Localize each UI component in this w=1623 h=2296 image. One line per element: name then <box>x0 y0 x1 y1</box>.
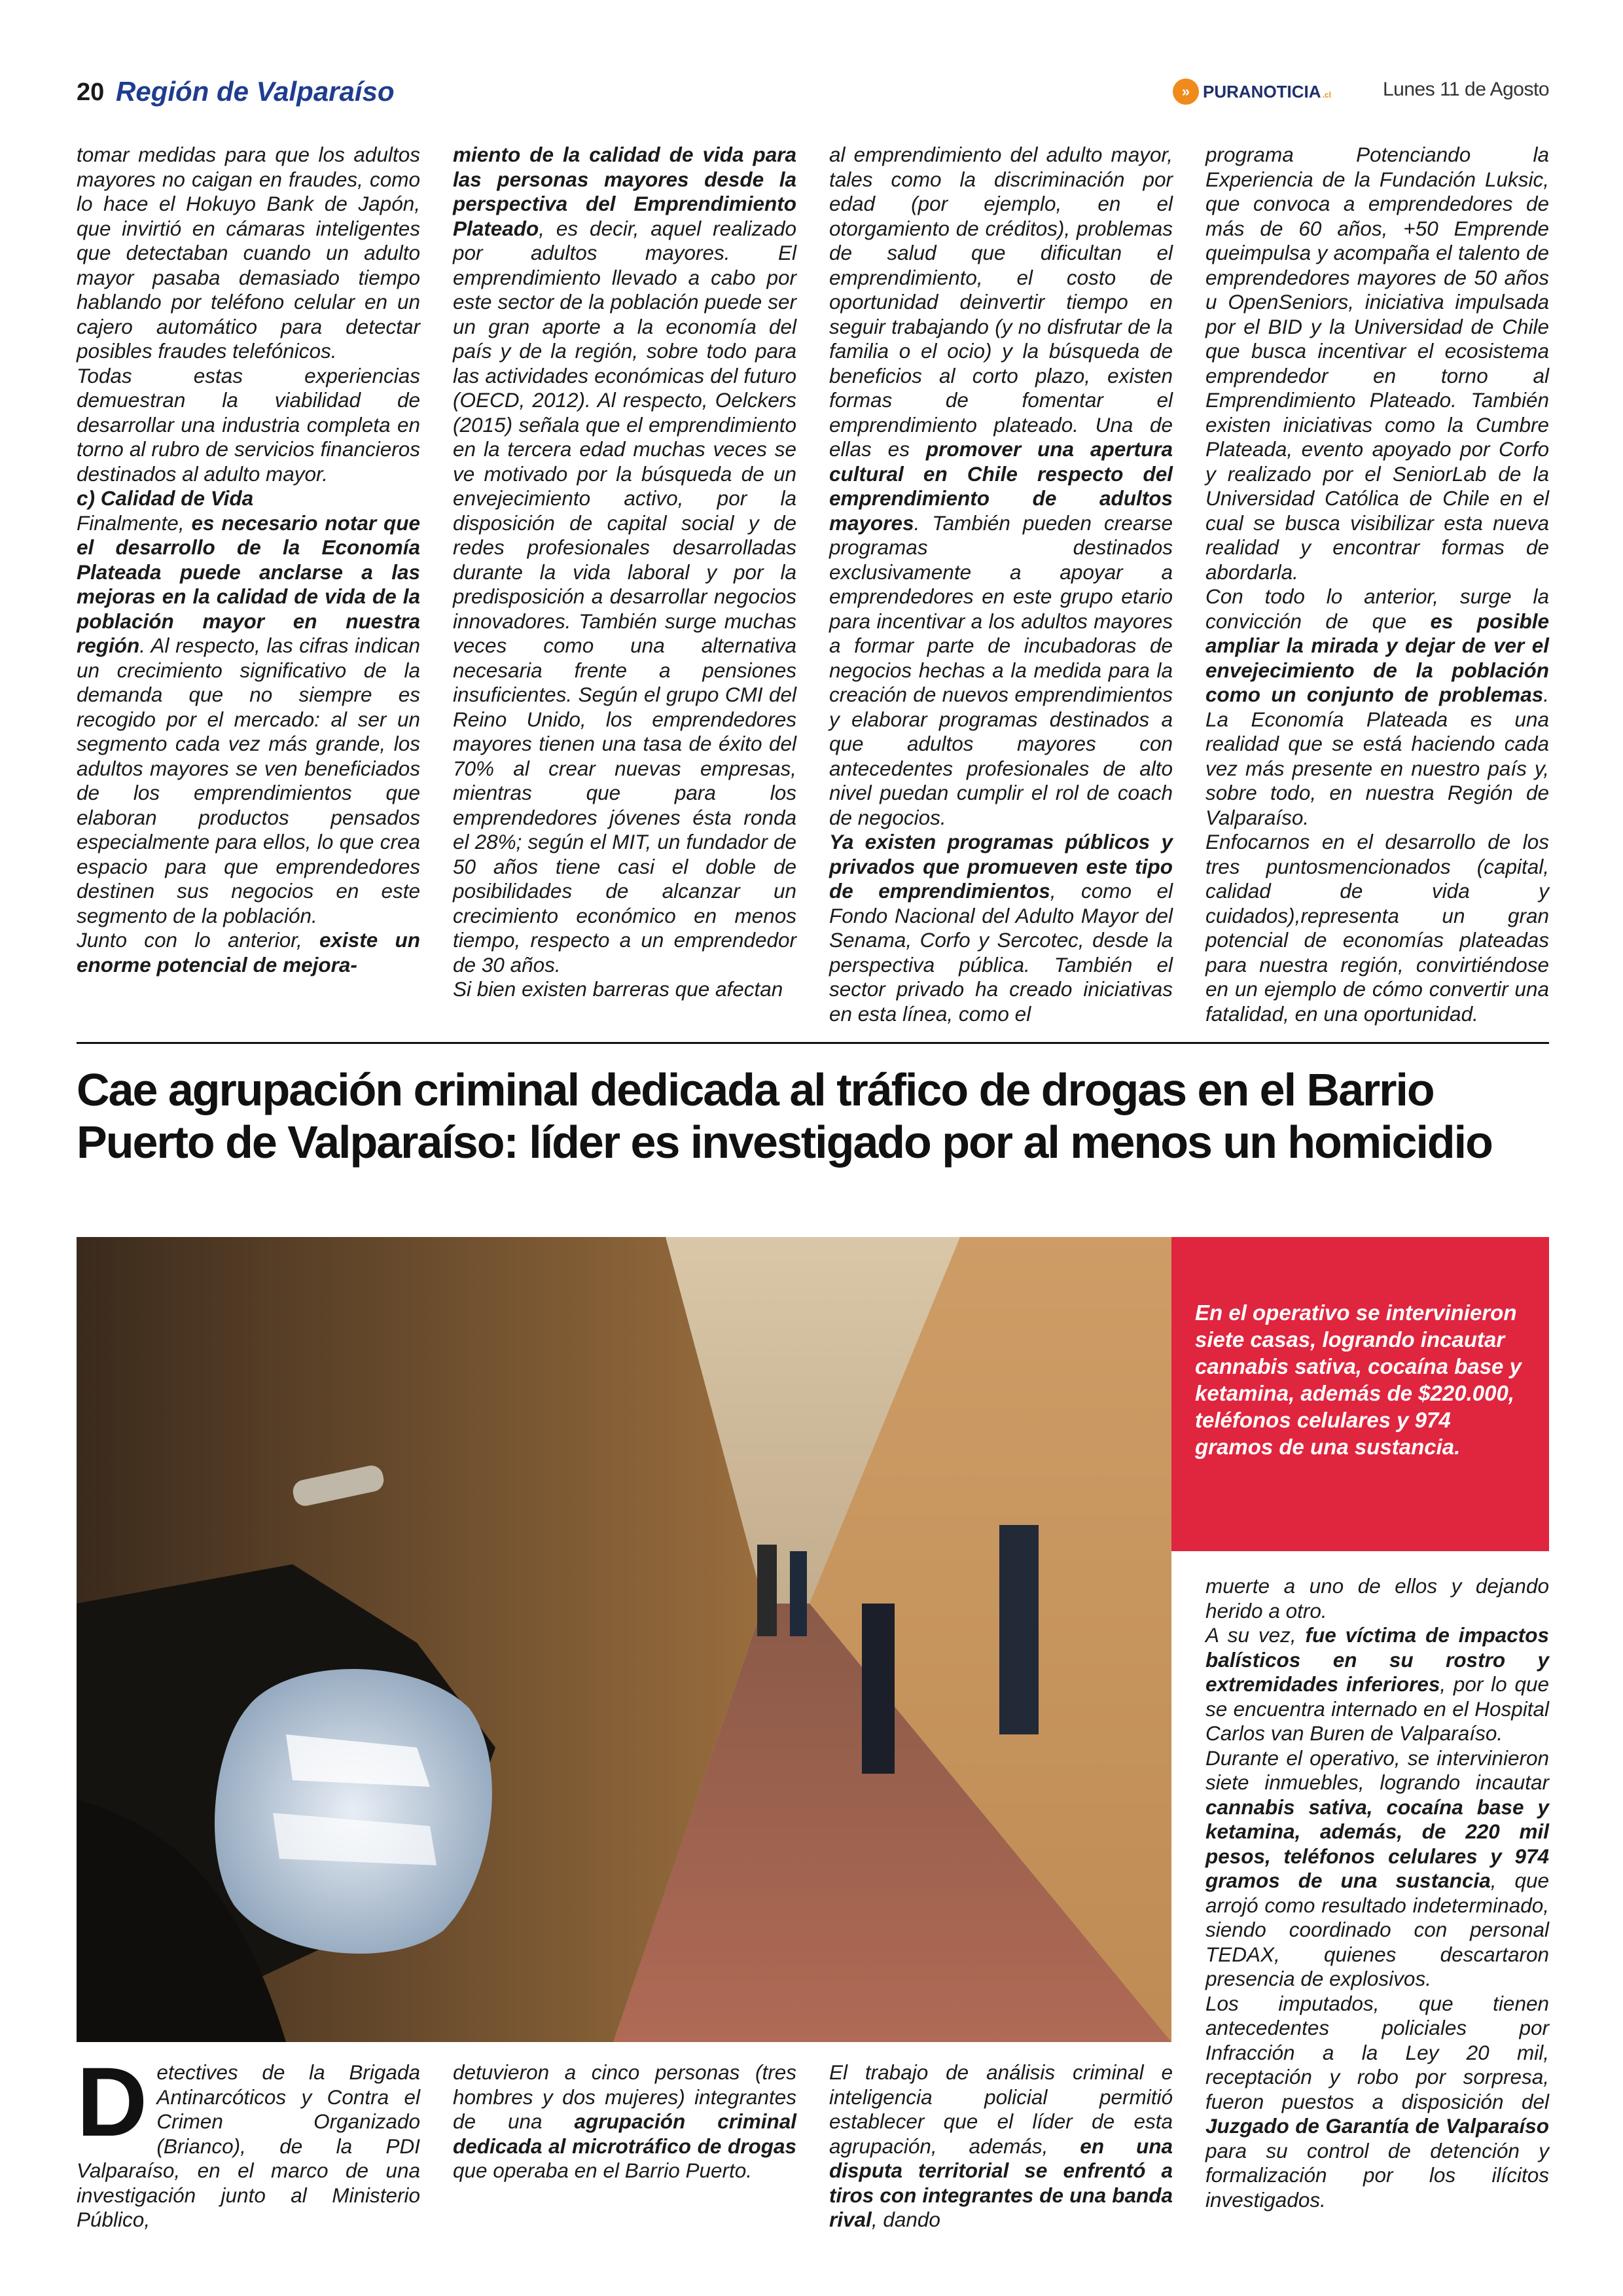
brand-name: PURANOTICIA .cl <box>1203 81 1331 101</box>
paragraph: Junto con lo anterior, existe un enorme potencial de mejora- <box>77 928 420 977</box>
paragraph: Durante el operativo, se intervinieron siete inmuebles, logrando incautar cannabis sativa, cocaína base y ketamina, además, de 220 mil pesos, teléfonos celulares y 974 gramos de una sustancia, que arrojó como resultado indeterminado, siendo coordinado con personal TEDAX, quienes descartaron presencia de explosivos. <box>1205 1746 1549 1990</box>
news-photo <box>77 1237 1171 2042</box>
section-title: Región de Valparaíso <box>116 76 395 107</box>
section-divider <box>77 1042 1549 1044</box>
paragraph: Si bien existen barreras que afectan <box>453 977 783 1001</box>
highlight-text: En el operativo se intervinieron siete casas, logrando incautar cannabis sativa, cocaína base y ketamina, además de $220.000, teléfonos celulares y 974 gramos de una sustancia. <box>1195 1300 1522 1459</box>
issue-date: Lunes 11 de Agosto <box>1383 79 1549 100</box>
photo-illustration <box>77 1237 1171 2042</box>
paragraph: Con todo lo anterior, surge la convicción de que es posible ampliar la mirada y dejar de ver el envejecimiento de la población como un conjunto de problemas. La Economía Plateada es una realidad que se está haciendo cada vez más presente en nuestro país y, sobre todo, en nuestra Región de Valparaíso. <box>1205 584 1549 829</box>
paragraph: Todas estas experiencias demuestran la viabilidad de desarrollar una industria completa en torno al rubro de servicios financieros destinados al adulto mayor. <box>77 363 420 486</box>
paragraph: Finalmente, es necesario notar que el desarrollo de la Economía Plateada puede anclarse a las mejoras en la calidad de vida de la población mayor en nuestra región. Al respecto, las cifras indican un crecimiento significativo de la demanda que no siempre es recogido por el mercado: al ser un segmento cada vez más grande, los adultos mayores se ven beneficiados de los emprendimientos que elaboran productos pensados especialmente para ellos, lo que crea espacio para que emprendedores destinen sus negocios en este segmento de la población. <box>77 511 420 927</box>
paragraph: Enfocarnos en el desarrollo de los tres puntosmencionados (capital, calidad de vida y cuidados),representa un gran potencial de economías plateadas para nuestra región, convirtiéndose en un ejemplo de cómo convertir una fatalidad, en una oportunidad. <box>1205 830 1549 1026</box>
brand-logo <box>1173 79 1331 105</box>
page-header <box>77 73 1549 113</box>
article-column-4 <box>1205 143 1549 1026</box>
paragraph: al emprendimiento del adulto mayor, tales como la discriminación por edad (por ejemplo, en el otorgamiento de créditos), problemas de salud que dificultan el emprendimiento, el costo de oportunidad deinvertir tiempo en seguir trabajando (y no disfrutar de la familia o el ocio) y la búsqueda de beneficios al corto plazo, existen formas de fomentar el emprendimiento plateado. Una de ellas es promover una apertura cultural en Chile respecto del emprendimiento de adultos mayores. También pueden crearse programas destinados exclusivamente a apoyar a emprendedores en este grupo etario para incentivar a los adultos mayores a formar parte de incubadoras de negocios hechas a la medida para la creación de nuevos emprendimientos y elaborar programas destinados a que adultos mayores con antecedentes profesionales de alto nivel puedan cumplir el rol de coach de negocios. <box>829 143 1173 829</box>
paragraph: A su vez, fue víctima de impactos balísticos en su rostro y extremidades inferiores, por lo que se encuentra internado en el Hospital Carlos van Buren de Valparaíso. <box>1205 1623 1550 1745</box>
paragraph: tomar medidas para que los adultos mayores no caigan en fraudes, como lo hace el Hokuyo Bank de Japón, que invirtió en cámaras inteligentes que detectaban cuando un adulto mayor pasaba demasiado tiempo hablando por teléfono celular en un cajero automático para detectar posibles fraudes telefónicos. <box>77 143 420 363</box>
highlight-box <box>1171 1237 1549 1551</box>
article-column-2 <box>453 143 796 1002</box>
top-article <box>77 143 1549 1026</box>
brand-arrows-icon: » <box>1173 79 1199 105</box>
paragraph: Los imputados, que tienen antecedentes policiales por Infracción a la Ley 20 mil, receptación y robo por sorpresa, fueron puestos a disposición del Juzgado de Garantía de Valparaíso para su control de detención y formalización por los ilícitos investigados. <box>1205 1991 1549 2212</box>
article-column-1 <box>77 143 420 977</box>
news-column-1 <box>77 2047 420 2233</box>
page-number: 20 <box>77 79 105 106</box>
paragraph: programa Potenciando la Experiencia de la Fundación Luksic, que convoca a emprendedores de más de 60 años, +50 Emprende queimpulsa y acompaña el talento de emprendedores mayores de 50 años u OpenSeniors, iniciativa impulsada por el BID y la Universidad de Chile que busca incentivar el ecosistema emprendedor en torno al Emprendimiento Plateado. También existen iniciativas como la Cumbre Plateada, evento apoyado por Corfo y realizado por el SeniorLab de la Universidad Católica de Chile en el cual se busca visibilizar esta nueva realidad y encontrar formas de abordarla. <box>1205 143 1549 584</box>
paragraph: miento de la calidad de vida para las personas mayores desde la perspectiva del Emprendimiento Plateado, es decir, aquel realizado por adultos mayores. El emprendimiento llevado a cabo por este sector de la población puede ser un gran aporte a la economía del país y de la región, sobre todo para las actividades económicas del futuro (OECD, 2012). Al respecto, Oelckers (2015) señala que el emprendimiento en la tercera edad muchas veces se ve motivado por la búsqueda de un envejecimiento activo, por la disposición de capital social y de redes profesionales desarrolladas durante la vida laboral y por la predisposición a desarrollar negocios innovadores. También surge muchas veces como una alternativa necesaria frente a pensiones insuficientes. Según el grupo CMI del Reino Unido, los emprendedores mayores tienen una tasa de éxito del 70% al crear nuevas empresas, mientras que para los emprendedores jóvenes ésta ronda el 28%; según el MIT, un fundador de 50 años tiene casi el doble de posibilidades de alcanzar un crecimiento económico en menos tiempo, respecto a un emprendedor de 30 años. <box>453 143 796 977</box>
news-column-2: detuvieron a cinco personas (tres hombres y dos mujeres) integrantes de una agrupación criminal dedicada al microtráfico de drogas que operaba en el Barrio Puerto. <box>453 2060 796 2182</box>
paragraph: muerte a uno de ellos y dejando herido a otro. <box>1205 1574 1549 1623</box>
news-column-3: El trabajo de análisis criminal e inteligencia policial permitió establecer que el líder de esta agrupación, además, en una disputa territorial se enfrentó a tiros con integrantes de una banda rival, dando <box>829 2060 1173 2231</box>
paragraph: Ya existen programas públicos y privados que promueven este tipo de emprendimientos, como el Fondo Nacional del Adulto Mayor del Senama, Corfo y Sercotec, desde la perspectiva pública. También el sector privado ha creado iniciativas en esta línea, como el <box>829 830 1173 1026</box>
paragraph: etectives de la Brigada Antinarcóticos y Contra el Crimen Organizado (Brianco), de la PDI Valparaíso, en el marco de una investigación junto al Ministerio Público, <box>77 2060 420 2231</box>
drop-cap: D <box>77 2047 148 2157</box>
subheading: c) Calidad de Vida <box>77 486 254 510</box>
news-headline: Cae agrupación criminal dedicada al tráfico de drogas en el Barrio Puerto de Valparaíso: líder es investigado por al menos un homicidio <box>77 1064 1492 1168</box>
news-column-4 <box>1205 1574 1549 2212</box>
article-column-3 <box>829 143 1173 1026</box>
